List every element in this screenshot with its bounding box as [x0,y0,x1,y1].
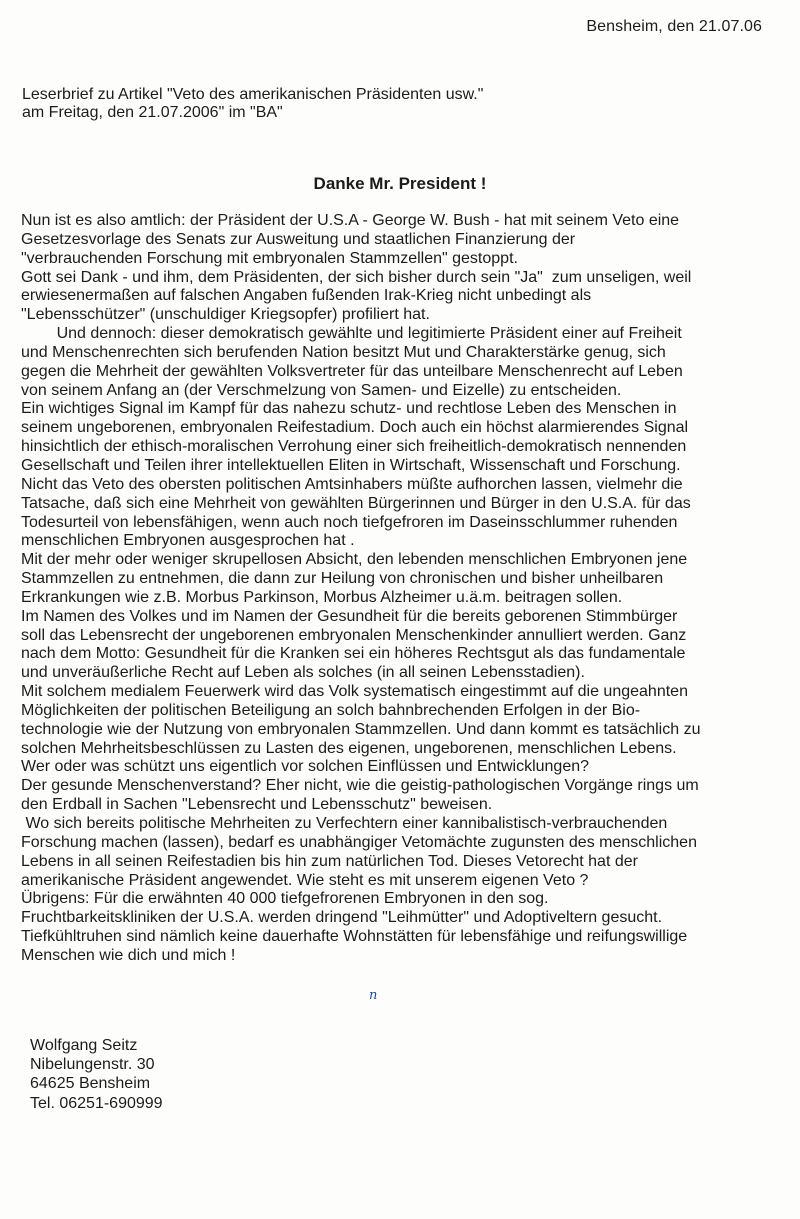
letter-headline: Danke Mr. President ! [313,174,487,193]
body-line: Tiefkühltruhen sind nämlich keine dauerhafte Wohnstätten für lebensfähige und reifungswillige [21,928,688,946]
subject-line: Leserbrief zu Artikel "Veto des amerikanischen Präsidenten usw." [22,86,484,103]
signature-block [30,1036,163,1113]
body-line: "Lebensschützer" (unschuldiger Kriegsopfer) profiliert hat. [21,306,430,324]
subject-line: am Freitag, den 21.07.2006" im "BA" [22,104,283,121]
body-line: und unveräußerliche Recht auf Leben als solches (in all seinen Lebensstadien). [21,664,585,682]
signature-street: Nibelungenstr. 30 [30,1056,155,1074]
body-line: Möglichkeiten der politischen Beteiligung an solch bahnbrechenden Erfolgen in der Bio- [21,701,641,719]
body-line: den Erdball in Sachen "Lebensrecht und Lebensschutz" beweisen. [21,796,493,814]
body-line: Forschung machen (lassen), bedarf es unabhängiger Vetomächte zugunsten des menschlichen [21,833,697,851]
body-line: Mit der mehr oder weniger skrupellosen Absicht, den lebenden menschlichen Embryonen jene [21,551,688,569]
body-line: Gott sei Dank - und ihm, dem Präsidenten, der sich bisher durch sein "Ja" zum unseligen, weil [21,268,692,286]
body-line: nach dem Motto: Gesundheit für die Kranken sei ein höheres Rechtsgut als das fundamentale [21,645,686,663]
body-line: Der gesunde Menschenverstand? Eher nicht, wie die geistig-pathologischen Vorgänge rings um [21,777,699,795]
body-line: solchen Mehrheitsbeschlüssen zu Lasten des eigenen, ungeborenen, menschlichen Lebens. [21,739,677,757]
body-line: Gesellschaft und Teilen ihrer intellektuellen Eliten in Wirtschaft, Wissenschaft und Forschung. [21,456,681,474]
signature-city: 64625 Bensheim [30,1075,151,1093]
body-line: Wo sich bereits politische Mehrheiten zu Verfechtern einer kannibalistisch-verbrauchenden [21,815,668,832]
body-line: gegen die Mehrheit der gewählten Volksvertreter für das unteilbare Menschenrecht auf Leben [21,362,683,380]
body-line: Ein wichtiges Signal im Kampf für das nahezu schutz- und rechtlose Leben des Menschen in [21,400,677,418]
body-line: Übrigens: Für die erwähnten 40 000 tiefgefrorenen Embryonen in den sog. [21,890,549,908]
body-line: Nicht das Veto des obersten politischen Amtsinhabers müßte aufhorchen lassen, vielmehr die [21,475,683,493]
body-line: soll das Lebensrecht der ungeborenen embryonalen Menschenkinder annulliert werden. Ganz [21,626,687,644]
letter-subject [22,86,483,122]
body-line: Erkrankungen wie z.B. Morbus Parkinson, Morbus Alzheimer u.ä.m. beitragen sollen. [21,588,623,606]
body-line: Tatsache, daß sich eine Mehrheit von gewählten Bürgerinnen und Bürger in den U.S.A. für das [21,494,691,512]
body-line: "verbrauchenden Forschung mit embryonalen Stammzellen" gestoppt. [21,249,518,267]
signature-phone: Tel. 06251-690999 [30,1094,163,1112]
body-line: Todesurteil von lebensfähigen, wenn auch noch tiefgefroren im Daseinsschlummer ruhenden [21,513,678,531]
body-line: seinem ungeborenen, embryonalen Reifestadium. Doch auch ein höchst alarmierendes Signal [21,419,689,437]
body-line: Und dennoch: dieser demokratisch gewählte und legitimierte Präsident einer auf Freiheit [21,325,682,343]
signature-name: Wolfgang Seitz [30,1037,138,1054]
body-line: Wer oder was schützt uns eigentlich vor solchen Einflüssen und Entwicklungen? [21,758,590,776]
body-line: amerikanische Präsident angewendet. Wie steht es mit unserem eigenen Veto ? [21,871,589,889]
body-line: Lebens in all seinen Reifestadien bis hin zum natürlichen Tod. Dieses Vetorecht hat der [21,852,638,870]
body-line: Menschen wie dich und mich ! [21,946,236,964]
body-line: hinsichtlich der ethisch-moralischen Verrohung einer sich freiheitlich-demokratisch nennenden [21,438,687,456]
body-line: Gesetzesvorlage des Senats zur Ausweitung und staatlichen Finanzierung der [21,230,576,248]
body-line: erwiesenermaßen auf falschen Angaben fußenden Irak-Krieg nicht unbedingt als [21,287,592,305]
body-line: Fruchtbarkeitskliniken der U.S.A. werden dringend "Leihmütter" und Adoptiveltern gesucht. [21,909,663,927]
body-line: und Menschenrechten sich berufenden Nation besitzt Mut und Charakterstärke genug, sich [21,343,666,361]
body-line: technologie wie der Nutzung von embryonalen Stammzellen. Und dann kommt es tatsächlich zu [21,720,701,738]
body-line: von seinem Anfang an (der Verschmelzung von Samen- und Eizelle) zu entscheiden. [21,381,622,399]
body-line: Im Namen des Volkes und im Namen der Gesundheit für die bereits geborenen Stimmbürger [21,607,678,625]
body-line: Nun ist es also amtlich: der Präsident der U.S.A - George W. Bush - hat mit seinem Veto eine [21,212,680,229]
body-line: menschlichen Embryonen ausgesprochen hat . [21,532,355,550]
body-line: Stammzellen zu entnehmen, die dann zur Heilung von chronischen und bisher unheilbaren [21,570,664,588]
letter-date: Bensheim, den 21.07.06 [586,18,762,35]
body-line: Mit solchem medialem Feuerwerk wird das Volk systematisch eingestimmt auf die ungeahnten [21,683,688,701]
letter-body [21,212,791,966]
handwritten-correction: n [369,988,378,1003]
